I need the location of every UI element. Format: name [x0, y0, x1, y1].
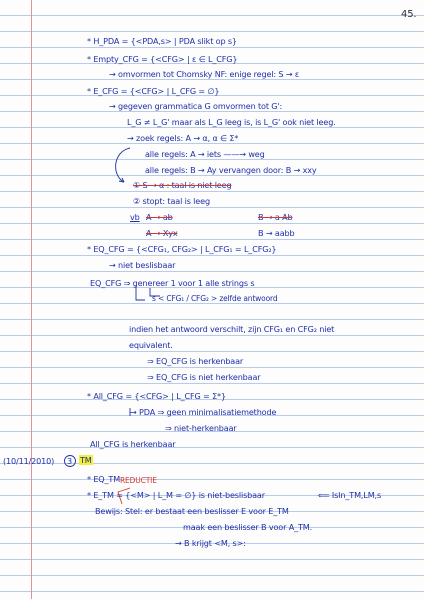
example-a1: [146, 212, 173, 222]
line-maak: maak een beslisser B voor A_TM.: [183, 522, 313, 532]
line-alle-regels-2: alle regels: B → Ay vervangen door: B → xxy: [145, 165, 317, 175]
line-all-herkenbaar: All_CFG is herkenbaar: [90, 439, 176, 449]
example-b1-text: B → a Ab: [258, 212, 293, 222]
line-etm: * E_TM = {<M> | L_M = ∅} is niet-beslisbaar: [87, 490, 265, 500]
line-alle-regels-1: alle regels: A → iets ——→ weg: [145, 149, 265, 159]
line-niet-herkenbaar: ⇒ EQ_CFG is niet herkenbaar: [147, 372, 261, 382]
line-all-niet-herkenbaar: ⇒ niet-herkenbaar: [165, 423, 237, 433]
line-lg-leeg: L_G ≠ L_G' maar als L_G leeg is, is L_G' ook niet leeg.: [127, 117, 336, 127]
section-title: [79, 455, 93, 465]
example-b1: [258, 212, 293, 222]
line-ecfg: * E_CFG = {<CFG> | L_CFG = ∅}: [87, 86, 220, 96]
line-zelfde-antwoord: s < CFG₁ / CFG₂ > zelfde antwoord: [152, 294, 278, 303]
line-leeg: ② stopt: taal is leeg: [133, 196, 210, 206]
line-chomsky: → omvormen tot Chomsky NF: enige regel: S → ε: [109, 69, 300, 79]
line-herkenbaar: ⇒ EQ_CFG is herkenbaar: [147, 356, 244, 366]
line-niet-beslisbaar: → niet beslisbaar: [109, 260, 176, 270]
line-niet-leeg: [133, 180, 231, 190]
page-number: 45.: [401, 9, 417, 20]
line-hpda: * H_PDA = {<PDA,s> | PDA slikt op s}: [87, 36, 237, 46]
line-equivalent: equivalent.: [129, 340, 173, 350]
curly-arrow: [116, 148, 130, 182]
example-label: vb: [130, 212, 140, 222]
line-indien: indien het antwoord verschilt, zijn CFG₁ en CFG₂ niet: [129, 324, 335, 334]
example-a2: [146, 228, 178, 238]
branch-arrow: [136, 286, 145, 300]
example-a2-text: A → Xyx: [146, 228, 178, 238]
line-isin: ⟸ IsIn_TM,LM,s: [318, 490, 382, 500]
example-a1-text: A → ab: [146, 212, 173, 222]
example-b2: B → aabb: [258, 228, 295, 238]
line-empty-cfg: * Empty_CFG = {<CFG> | ε ∈ L_CFG}: [87, 54, 238, 64]
reductie-label: REDUCTIE: [120, 476, 157, 485]
section-title-text: TM: [80, 455, 92, 465]
line-all-cfg: * All_CFG = {<CFG> | L_CFG = Σ*}: [87, 391, 226, 401]
line-pda: → PDA ⇒ geen minimalisatiemethode: [130, 407, 277, 417]
line-bewijs: Bewijs: Stel: er bestaat een beslisser E voor E_TM: [95, 506, 289, 516]
line-eq-cfg: * EQ_CFG = {<CFG₁, CFG₂> | L_CFG₁ = L_CFG₂}: [87, 244, 277, 254]
line-eq-tm: * EQ_TM: [87, 474, 121, 484]
line-zoek-regels: → zoek regels: A → α, α ∈ Σ*: [127, 133, 239, 143]
line-eq-genereer: EQ_CFG ⇒ genereer 1 voor 1 alle strings s: [90, 278, 255, 288]
date-label: (10/11/2010): [3, 456, 55, 466]
strike-text: ① S → α : taal is niet leeg: [133, 180, 232, 190]
line-gegeven: → gegeven grammatica G omvormen tot G':: [109, 101, 283, 111]
line-b-krijgt: → B krijgt <M, s>:: [175, 538, 246, 548]
section-number: 3: [67, 456, 72, 466]
